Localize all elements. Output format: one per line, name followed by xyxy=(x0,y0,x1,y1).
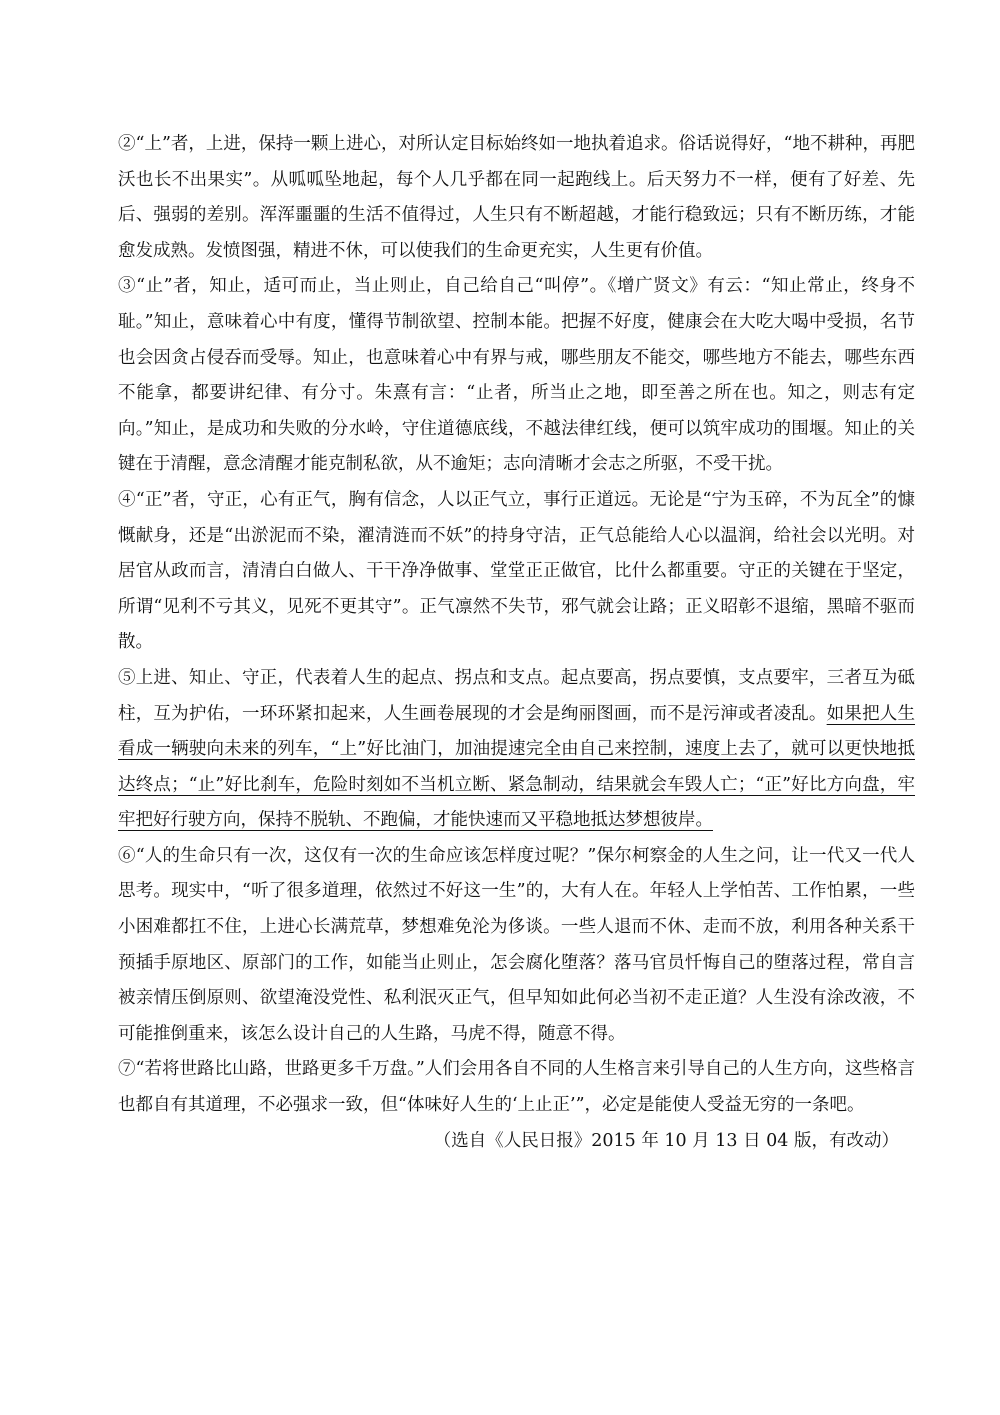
paragraph-5-text: ⑤上进、知止、守正，代表着人生的起点、拐点和支点。起点要高，拐点要慎，支点要牢，三者互为砥柱，互为护佑，一环环紧扣起来，人生画卷展现的才会是绚丽图画，而不是污渖或者凌乱。 xyxy=(118,667,915,724)
paragraph-2: ②“上”者，上进，保持一颗上进心，对所认定目标始终如一地执着追求。俗话说得好，“地不耕种，再肥沃也长不出果实”。从呱呱坠地起，每个人几乎都在同一起跑线上。后天努力不一样，便有了好差、先后、强弱的差别。浑浑噩噩的生活不值得过，人生只有不断超越，才能行稳致远；只有不断历练，才能愈发成熟。发愤图强，精进不休，可以使我们的生命更充实，人生更有价值。 xyxy=(118,134,915,261)
paragraph-5 xyxy=(118,661,915,839)
paragraph-3: ③“止”者，知止，适可而止，当止则止，自己给自己“叫停”。《增广贤文》有云：“知止常止，终身不耻。”知止，意味着心中有度，懂得节制欲望、控制本能。把握不好度，健康会在大吃大喝中受损，名节也会因贪占侵吞而受辱。知止，也意味着心中有界与戒，哪些朋友不能交，哪些地方不能去，哪些东西不能拿，都要讲纪律、有分寸。朱熹有言：“止者，所当止之地，即至善之所在也。知之，则志有定向。”知止，是成功和失败的分水岭，守住道德底线，不越法律红线，便可以筑牢成功的围堰。知止的关键在于清醒，意念清醒才能克制私欲，从不逾矩；志向清晰才会志之所驱，不受干扰。 xyxy=(118,276,915,475)
paragraph-4: ④“正”者，守正，心有正气，胸有信念，人以正气立，事行正道远。无论是“宁为玉碎，不为瓦全”的慷慨献身，还是“出淤泥而不染，濯清涟而不妖”的持身守洁，正气总能给人心以温润，给社会以光明。对居官从政而言，清清白白做人、干干净净做事、堂堂正正做官，比什么都重要。守正的关键在于坚定，所谓“见利不亏其义，见死不更其守”。正气凛然不失节，邪气就会让路；正义昭彰不退缩，黑暗不驱而散。 xyxy=(118,489,915,653)
paragraph-6: ⑥“人的生命只有一次，这仅有一次的生命应该怎样度过呢？”保尔柯察金的人生之问，让一代又一代人思考。现实中，“听了很多道理，依然过不好这一生”的，大有人在。年轻人上学怕苦、工作怕累，一些小困难都扛不住，上进心长满荒草，梦想难免沦为侈谈。一些人退而不休、走而不放，利用各种关系干预插手原地区、原部门的工作，如能当止则止，怎会腐化堕落？落马官员忏悔自己的堕落过程，常自言被亲情压倒原则、欲望淹没党性、私利泯灭正气，但早知如此何必当初不走正道？人生没有涂改液，不可能推倒重来，该怎么设计自己的人生路，马虎不得，随意不得。 xyxy=(118,845,915,1044)
paragraph-5-underlined-text: 如果把人生看成一辆驶向未来的列车，“上”好比油门，加油提速完全由自己来控制，速度上去了，就可以更快地抵达终点；“止”好比刹车，危险时刻如不当机立断、紧急制动，结果就会车毁人亡；“正”好比方向盘，牢牢把好行驶方向，保持不脱轨、不跑偏，才能快速而又平稳地抵达梦想彼岸。 xyxy=(118,703,916,831)
paragraph-7: ⑦“若将世路比山路，世路更多千万盘。”人们会用各自不同的人生格言来引导自己的人生方向，这些格言也都自有其道理，不必强求一致，但“体味好人生的‘上止正’”，必定是能使人受益无穷的一条吧。 xyxy=(118,1059,915,1116)
source-citation: （选自《人民日报》2015 年 10 月 13 日 04 版，有改动） xyxy=(433,1130,899,1151)
article-body xyxy=(118,127,915,1159)
